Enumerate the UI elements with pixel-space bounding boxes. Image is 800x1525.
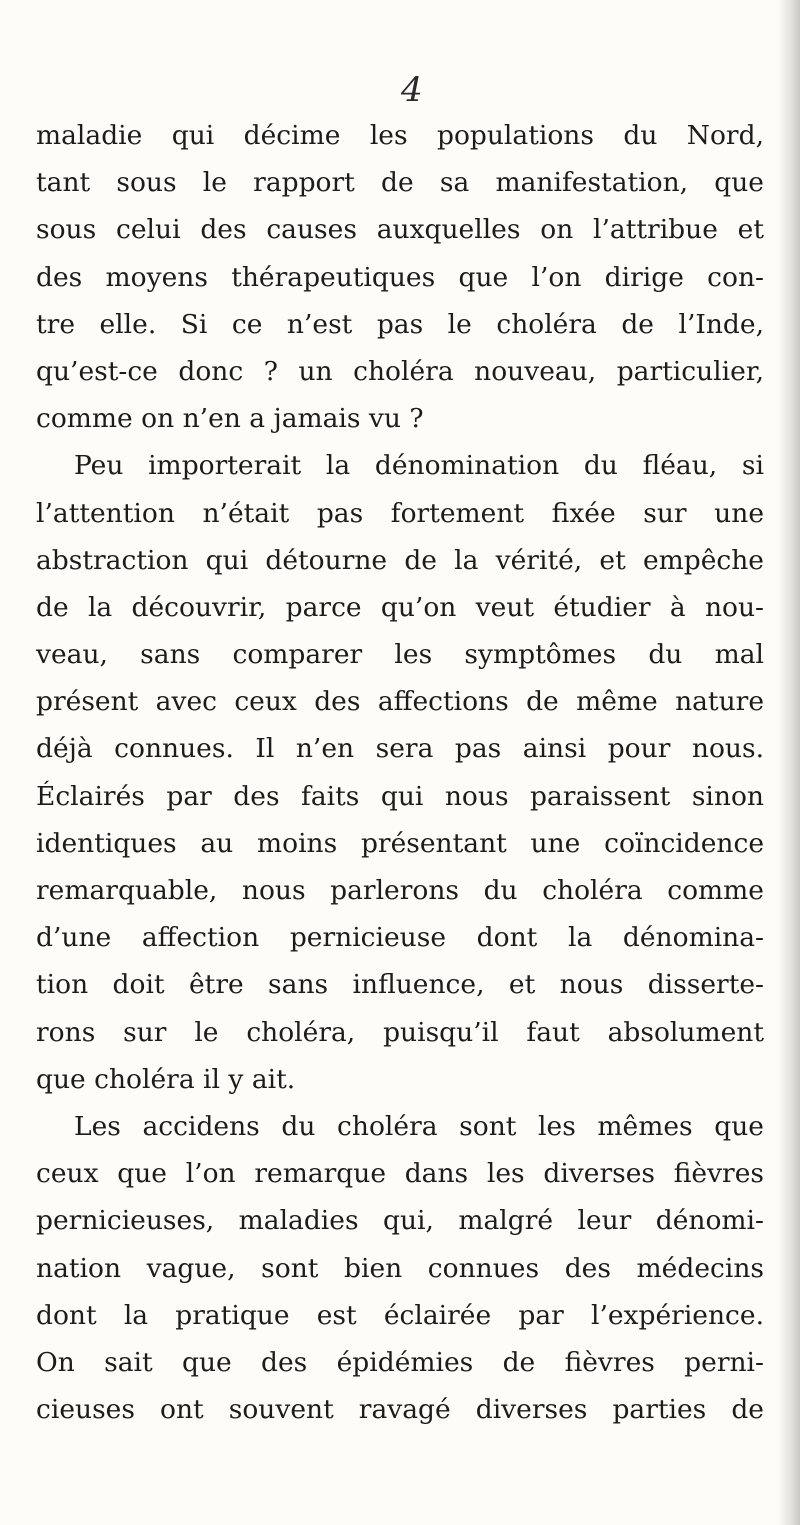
- text-line: dont la pratique est éclairée par l’expérience.: [36, 1299, 764, 1331]
- page-edge-shadow: [778, 0, 800, 1525]
- text-line: veau, sans comparer les symptômes du mal: [36, 639, 764, 671]
- text-line: maladie qui décime les populations du Nord,: [36, 120, 764, 151]
- text-line: abstraction qui détourne de la vérité, et empêche: [36, 544, 764, 576]
- paragraph-start-line: Les accidens du choléra sont les mêmes que: [74, 1110, 764, 1142]
- text-line: présent avec ceux des affections de même nature: [36, 686, 764, 718]
- text-line: des moyens thérapeutiques que l’on dirige con-: [36, 261, 764, 293]
- text-line: remarquable, nous parlerons du choléra comme: [36, 875, 764, 906]
- text-line: Éclairés par des faits qui nous paraissent sinon: [36, 780, 764, 812]
- text-line: déjà connues. Il n’en sera pas ainsi pour nous.: [36, 733, 764, 765]
- text-line: tre elle. Si ce n’est pas le choléra de l’Inde,: [36, 308, 764, 340]
- text-line: ceux que l’on remarque dans les diverses fièvres: [36, 1158, 764, 1190]
- text-line: nation vague, sont bien connues des médecins: [36, 1252, 764, 1284]
- text-line: que choléra il y ait.: [36, 1063, 296, 1095]
- text-line: de la découvrir, parce qu’on veut étudier à nou-: [36, 591, 764, 623]
- text-line: cieuses ont souvent ravagé diverses parties de: [36, 1394, 764, 1426]
- text-line: identiques au moins présentant une coïncidence: [36, 827, 764, 859]
- text-line: tant sous le rapport de sa manifestation, que: [36, 167, 764, 199]
- text-line: d’une affection pernicieuse dont la dénomina-: [36, 922, 764, 954]
- text-line: sous celui des causes auxquelles on l’attribue et: [36, 214, 764, 246]
- paragraph-start-line: Peu importerait la dénomination du fléau, si: [74, 450, 764, 482]
- text-line: rons sur le choléra, puisqu’il faut absolument: [36, 1016, 764, 1048]
- text-line: pernicieuses, maladies qui, malgré leur dénomi-: [36, 1205, 764, 1237]
- text-line: qu’est-ce donc ? un choléra nouveau, particulier,: [36, 355, 764, 387]
- text-line: comme on n’en a jamais vu ?: [36, 403, 424, 435]
- body-text: [36, 112, 764, 1433]
- page-number: 4: [401, 70, 423, 110]
- text-line: l’attention n’était pas fortement fixée sur une: [36, 497, 764, 529]
- text-line: On sait que des épidémies de fièvres perni-: [36, 1346, 764, 1378]
- text-line: tion doit être sans influence, et nous disserte-: [36, 969, 764, 1001]
